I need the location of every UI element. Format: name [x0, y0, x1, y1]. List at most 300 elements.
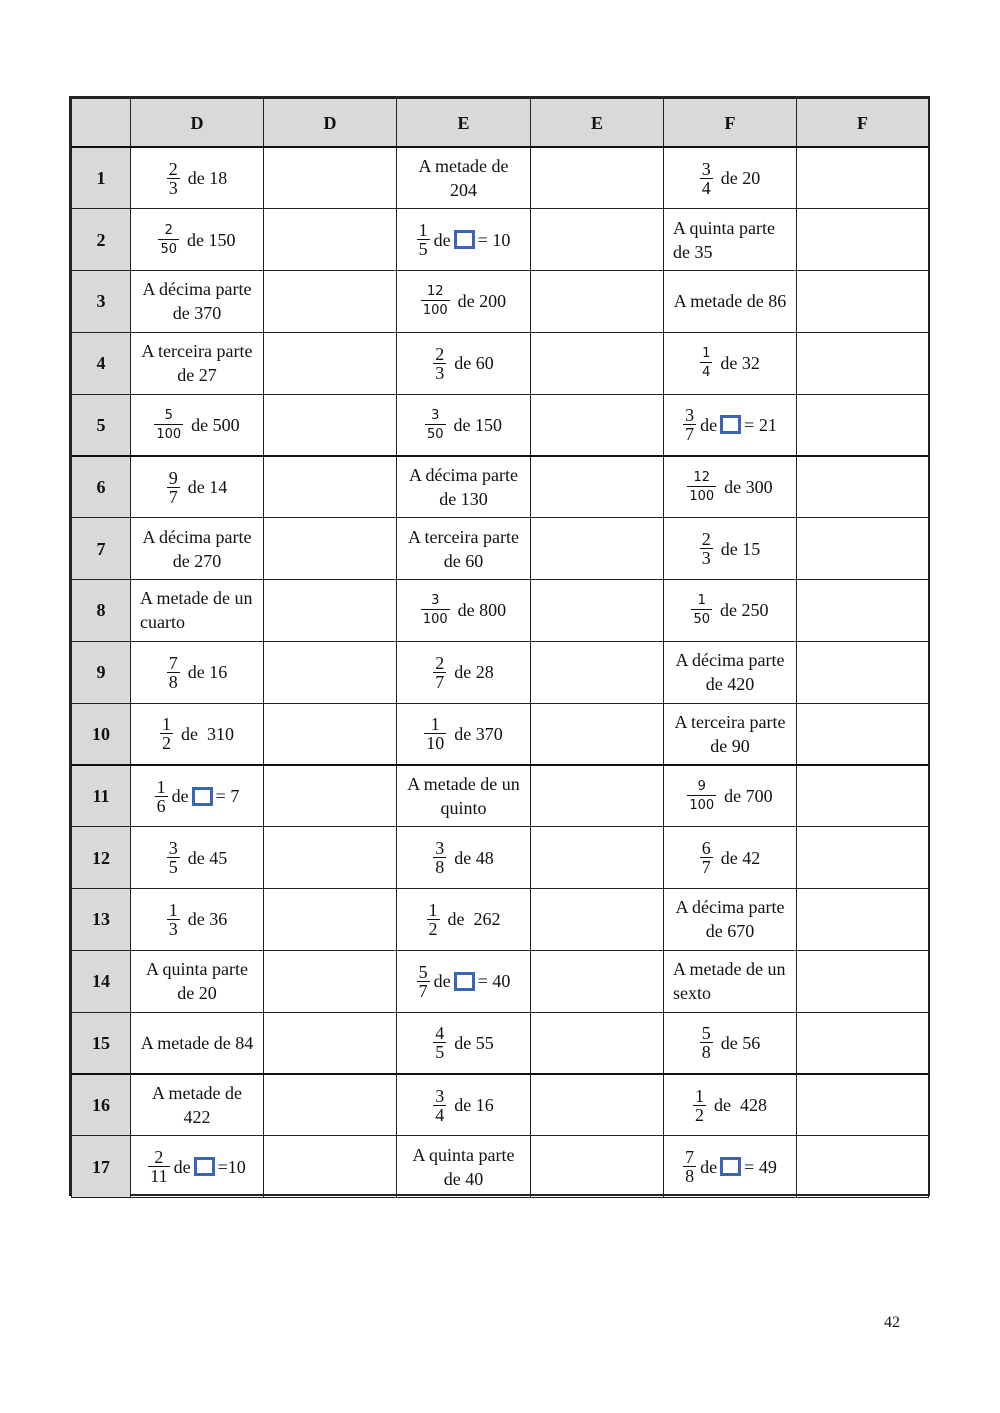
answer-cell-e[interactable]: [531, 703, 664, 765]
fraction: [424, 715, 446, 752]
problem-content: [664, 530, 796, 567]
fraction-numerator: 2: [154, 1147, 164, 1168]
fraction: [433, 345, 446, 382]
fraction-numerator: 5: [701, 1023, 711, 1044]
corner-cell: [72, 99, 131, 148]
problem-content: [664, 957, 796, 1005]
fraction: [167, 469, 180, 506]
answer-cell-f[interactable]: [797, 889, 929, 951]
fraction: [167, 839, 180, 876]
table-row: [72, 950, 929, 1012]
answer-box[interactable]: [192, 787, 213, 806]
problem-cell-e: [397, 332, 531, 394]
problem-cell-d: [131, 765, 264, 827]
fraction-numerator: 3: [431, 593, 440, 609]
problem-text: de 60: [454, 353, 494, 374]
problem-text: = 7: [215, 786, 240, 807]
answer-cell-d[interactable]: [264, 1074, 397, 1136]
fraction-numerator: 9: [168, 467, 178, 488]
table-row: [72, 147, 929, 209]
fraction: [700, 839, 713, 876]
problem-content: [664, 347, 796, 379]
problem-text: de: [433, 229, 451, 250]
row-number: 5: [72, 394, 131, 456]
problem-cell-f: [664, 1136, 797, 1198]
problem-content: [664, 710, 796, 758]
problem-text: de 500: [191, 414, 240, 435]
problem-content: [131, 469, 263, 506]
problem-text: de 310: [181, 723, 234, 744]
answer-cell-d[interactable]: [264, 394, 397, 456]
fraction-denominator: 3: [435, 362, 445, 383]
fraction: [700, 1024, 713, 1061]
answer-cell-f[interactable]: [797, 580, 929, 642]
problem-content: [664, 1148, 796, 1185]
table-row: [72, 641, 929, 703]
answer-cell-f[interactable]: [797, 703, 929, 765]
fractions-table: [71, 98, 929, 1198]
fraction-denominator: 5: [435, 1042, 445, 1063]
answer-cell-f[interactable]: [797, 641, 929, 703]
fraction-numerator: 5: [418, 961, 428, 982]
answer-box[interactable]: [720, 1157, 741, 1176]
fraction-denominator: 4: [435, 1104, 445, 1125]
problem-content: [664, 471, 796, 503]
problem-cell-e: [397, 580, 531, 642]
problem-content: [131, 778, 263, 815]
fraction: [421, 285, 450, 317]
column-header: D: [131, 99, 264, 148]
answer-cell-d[interactable]: [264, 703, 397, 765]
fraction-denominator: 4: [701, 177, 711, 198]
answer-cell-d[interactable]: [264, 1136, 397, 1198]
answer-cell-f[interactable]: [797, 1136, 929, 1198]
problem-cell-e: [397, 827, 531, 889]
problem-cell-d: [131, 827, 264, 889]
problem-text: A terceira parte de 27: [141, 341, 253, 386]
table-row: [72, 703, 929, 765]
problem-content: [664, 406, 796, 443]
fraction-numerator: 6: [701, 838, 711, 859]
fraction-numerator: 2: [435, 652, 445, 673]
problem-cell-f: [664, 889, 797, 951]
answer-cell-e[interactable]: [531, 518, 664, 580]
problem-text: de 36: [187, 909, 228, 930]
problem-text: = 21: [744, 414, 777, 435]
table-row: [72, 271, 929, 333]
answer-cell-e[interactable]: [531, 950, 664, 1012]
problem-content: [397, 1143, 530, 1191]
fraction-numerator: 1: [697, 593, 706, 609]
fraction-numerator: 7: [168, 652, 178, 673]
fraction: [160, 715, 173, 752]
fraction: [417, 963, 430, 1000]
fraction: [683, 406, 696, 443]
problem-text: A metade de 86: [673, 291, 787, 312]
fraction-numerator: 2: [164, 222, 173, 238]
problem-cell-e: [397, 1136, 531, 1198]
problem-content: [397, 221, 530, 258]
problem-text: de 55: [454, 1032, 494, 1053]
answer-cell-d[interactable]: [264, 147, 397, 209]
fraction: [167, 654, 180, 691]
fraction-numerator: 1: [156, 776, 166, 797]
problem-text: A décima parte de 420: [675, 650, 785, 695]
problem-text: de 428: [714, 1095, 767, 1116]
problem-text: de: [171, 786, 189, 807]
answer-cell-d[interactable]: [264, 209, 397, 271]
fraction-denominator: 100: [421, 300, 450, 317]
fraction-numerator: 1: [702, 346, 711, 362]
fraction-denominator: 7: [701, 857, 711, 878]
problem-cell-e: [397, 950, 531, 1012]
fraction-denominator: 3: [168, 177, 178, 198]
answer-cell-d[interactable]: [264, 456, 397, 518]
problem-text: = 49: [744, 1156, 777, 1177]
problem-cell-f: [664, 332, 797, 394]
problem-content: [131, 957, 263, 1005]
fraction: [433, 839, 446, 876]
answer-cell-f[interactable]: [797, 271, 929, 333]
problem-cell-e: [397, 271, 531, 333]
problem-text: A quinta parte de 40: [412, 1144, 515, 1189]
problem-content: [664, 1087, 796, 1124]
problem-cell-d: [131, 1136, 264, 1198]
answer-cell-f[interactable]: [797, 518, 929, 580]
problem-text: = 40: [477, 971, 511, 992]
problem-content: [131, 1148, 263, 1185]
answer-cell-e[interactable]: [531, 456, 664, 518]
answer-cell-f[interactable]: [797, 765, 929, 827]
fraction-denominator: 8: [701, 1042, 711, 1063]
fraction-denominator: 100: [687, 486, 716, 503]
fraction: [433, 654, 446, 691]
worksheet-table-frame: [69, 96, 930, 1196]
answer-cell-e[interactable]: [531, 765, 664, 827]
problem-text: = 10: [477, 229, 511, 250]
problem-text: A metade de un quinto: [407, 774, 520, 819]
fraction: [425, 409, 446, 441]
answer-cell-d[interactable]: [264, 765, 397, 827]
fraction: [693, 1087, 706, 1124]
problem-content: [664, 594, 796, 626]
row-number: 9: [72, 641, 131, 703]
answer-cell-f[interactable]: [797, 332, 929, 394]
problem-cell-d: [131, 518, 264, 580]
problem-cell-e: [397, 456, 531, 518]
fraction: [148, 1148, 169, 1185]
problem-cell-d: [131, 209, 264, 271]
problem-text: A metade de un sexto: [673, 959, 786, 1004]
problem-text: de 18: [187, 168, 228, 189]
answer-cell-e[interactable]: [531, 580, 664, 642]
answer-cell-d[interactable]: [264, 271, 397, 333]
answer-cell-e[interactable]: [531, 827, 664, 889]
problem-text: de 800: [457, 600, 507, 621]
row-number: 12: [72, 827, 131, 889]
answer-cell-f[interactable]: [797, 827, 929, 889]
fraction-denominator: 8: [685, 1166, 695, 1187]
problem-text: A metade de 422: [152, 1083, 242, 1128]
problem-content: [397, 463, 530, 511]
problem-content: [131, 160, 263, 197]
fraction: [421, 594, 450, 626]
problem-text: de 16: [454, 1095, 494, 1116]
answer-cell-d[interactable]: [264, 641, 397, 703]
fraction-numerator: 7: [685, 1147, 695, 1168]
row-number: 14: [72, 950, 131, 1012]
fraction: [683, 1148, 696, 1185]
problem-cell-f: [664, 703, 797, 765]
problem-cell-f: [664, 580, 797, 642]
problem-text: A metade de 84: [140, 1032, 254, 1053]
problem-cell-d: [131, 456, 264, 518]
header-row: [72, 99, 929, 148]
problem-text: A terceira parte de 90: [674, 711, 786, 756]
answer-cell-e[interactable]: [531, 1136, 664, 1198]
problem-cell-d: [131, 1012, 264, 1074]
problem-cell-f: [664, 518, 797, 580]
problem-text: de 370: [454, 723, 503, 744]
problem-cell-e: [397, 889, 531, 951]
row-number: 10: [72, 703, 131, 765]
fraction-denominator: 7: [685, 424, 695, 445]
answer-cell-d[interactable]: [264, 1012, 397, 1074]
problem-cell-d: [131, 394, 264, 456]
problem-text: de 300: [724, 477, 773, 498]
problem-cell-e: [397, 518, 531, 580]
problem-content: [131, 409, 263, 441]
problem-content: [397, 1087, 530, 1124]
problem-cell-d: [131, 580, 264, 642]
column-header: D: [264, 99, 397, 148]
problem-text: A décima parte de 130: [409, 465, 518, 510]
problem-content: [131, 901, 263, 938]
fraction: [700, 160, 713, 197]
problem-content: [397, 285, 530, 317]
answer-cell-f[interactable]: [797, 950, 929, 1012]
problem-content: [131, 277, 263, 325]
problem-text: de: [433, 971, 451, 992]
problem-text: A décima parte de 270: [142, 526, 252, 571]
fraction-denominator: 7: [418, 980, 428, 1001]
problem-content: [664, 780, 796, 812]
problem-content: [131, 224, 263, 256]
fraction-numerator: 2: [435, 343, 445, 364]
problem-text: de 42: [720, 847, 761, 868]
fraction-numerator: 12: [693, 470, 711, 486]
problem-content: [397, 154, 530, 202]
problem-text: de: [700, 1156, 718, 1177]
answer-cell-e[interactable]: [531, 271, 664, 333]
problem-content: [397, 772, 530, 820]
row-number: 11: [72, 765, 131, 827]
fraction-numerator: 1: [418, 220, 428, 241]
problem-text: A décima parte de 670: [675, 897, 785, 942]
problem-text: de: [173, 1156, 191, 1177]
fraction-denominator: 7: [168, 486, 178, 507]
fraction-denominator: 10: [426, 733, 445, 754]
answer-cell-e[interactable]: [531, 1074, 664, 1136]
problem-cell-e: [397, 765, 531, 827]
fraction-denominator: 5: [418, 239, 428, 260]
table-row: [72, 889, 929, 951]
answer-cell-f[interactable]: [797, 209, 929, 271]
fraction-numerator: 5: [164, 407, 173, 423]
fraction-denominator: 7: [435, 671, 445, 692]
fraction-denominator: 100: [421, 609, 450, 626]
table-row: [72, 827, 929, 889]
fraction-numerator: 3: [431, 407, 440, 423]
problem-text: de 32: [720, 353, 760, 374]
row-number: 1: [72, 147, 131, 209]
problem-content: [664, 648, 796, 696]
fraction-numerator: 1: [430, 714, 440, 735]
row-number: 4: [72, 332, 131, 394]
table-row: [72, 1074, 929, 1136]
answer-cell-e[interactable]: [531, 641, 664, 703]
answer-cell-d[interactable]: [264, 332, 397, 394]
problem-text: A quinta parte de 20: [146, 959, 248, 1004]
fraction-numerator: 1: [695, 1085, 704, 1106]
fraction-denominator: 8: [168, 671, 178, 692]
answer-cell-e[interactable]: [531, 209, 664, 271]
problem-content: [397, 594, 530, 626]
problem-text: de 56: [720, 1032, 761, 1053]
answer-cell-e[interactable]: [531, 889, 664, 951]
page-number: 42: [884, 1314, 900, 1331]
fraction-numerator: 3: [685, 405, 695, 426]
table-row: [72, 394, 929, 456]
column-header: E: [531, 99, 664, 148]
column-header: E: [397, 99, 531, 148]
answer-cell-e[interactable]: [531, 332, 664, 394]
row-number: 7: [72, 518, 131, 580]
problem-cell-f: [664, 271, 797, 333]
problem-text: de 262: [447, 909, 501, 930]
fraction: [427, 901, 440, 938]
answer-cell-d[interactable]: [264, 518, 397, 580]
answer-box[interactable]: [454, 230, 475, 249]
problem-text: de 14: [187, 477, 228, 498]
problem-content: [397, 1024, 530, 1061]
row-number: 13: [72, 889, 131, 951]
answer-box[interactable]: [194, 1157, 215, 1176]
fraction: [417, 221, 430, 258]
table-row: [72, 209, 929, 271]
problem-cell-d: [131, 950, 264, 1012]
fraction: [167, 901, 180, 938]
problem-cell-f: [664, 827, 797, 889]
fraction-denominator: 50: [158, 239, 179, 256]
fraction-denominator: 50: [691, 609, 712, 626]
problem-text: de 700: [724, 786, 773, 807]
problem-text: de 16: [187, 662, 228, 683]
answer-cell-d[interactable]: [264, 827, 397, 889]
problem-text: de 20: [720, 168, 761, 189]
fraction-numerator: 9: [697, 779, 706, 795]
row-number: 3: [72, 271, 131, 333]
fraction: [687, 471, 716, 503]
problem-text: de 15: [720, 538, 761, 559]
fraction-denominator: 6: [156, 795, 166, 816]
answer-cell-f[interactable]: [797, 394, 929, 456]
fraction-numerator: 3: [435, 1085, 445, 1106]
fraction-numerator: 1: [162, 714, 171, 735]
problem-content: [397, 715, 530, 752]
fraction: [700, 347, 712, 379]
table-row: [72, 1012, 929, 1074]
problem-cell-d: [131, 1074, 264, 1136]
problem-cell-e: [397, 1074, 531, 1136]
answer-cell-d[interactable]: [264, 580, 397, 642]
fraction-denominator: 11: [150, 1166, 168, 1187]
fraction: [700, 530, 713, 567]
answer-cell-e[interactable]: [531, 1012, 664, 1074]
problem-cell-f: [664, 394, 797, 456]
answer-box[interactable]: [454, 972, 475, 991]
fraction-numerator: 4: [435, 1023, 445, 1044]
fraction-denominator: 5: [168, 857, 178, 878]
problem-content: [397, 525, 530, 573]
answer-cell-f[interactable]: [797, 1012, 929, 1074]
problem-content: [664, 1024, 796, 1061]
fraction: [167, 160, 180, 197]
problem-text: de 45: [187, 847, 228, 868]
problem-text: de 28: [454, 662, 494, 683]
problem-content: [397, 654, 530, 691]
answer-cell-f[interactable]: [797, 456, 929, 518]
row-number: 15: [72, 1012, 131, 1074]
problem-cell-e: [397, 394, 531, 456]
fraction-denominator: 3: [168, 918, 178, 939]
row-number: 8: [72, 580, 131, 642]
problem-cell-f: [664, 1012, 797, 1074]
problem-text: de 48: [454, 847, 494, 868]
fraction-denominator: 2: [695, 1104, 704, 1125]
answer-cell-f[interactable]: [797, 1074, 929, 1136]
table-row: [72, 580, 929, 642]
problem-cell-f: [664, 641, 797, 703]
problem-content: [397, 901, 530, 938]
answer-cell-d[interactable]: [264, 950, 397, 1012]
problem-cell-f: [664, 456, 797, 518]
fraction-numerator: 12: [426, 284, 444, 300]
problem-text: de 250: [720, 600, 769, 621]
problem-text: de 150: [453, 414, 503, 435]
fraction-denominator: 50: [425, 424, 446, 441]
problem-cell-f: [664, 765, 797, 827]
problem-content: [664, 839, 796, 876]
fraction-denominator: 2: [428, 918, 438, 939]
table-row: [72, 332, 929, 394]
problem-text: A metade de 204: [418, 156, 509, 201]
problem-cell-f: [664, 1074, 797, 1136]
fraction-numerator: 2: [168, 158, 178, 179]
answer-box[interactable]: [720, 415, 741, 434]
answer-cell-d[interactable]: [264, 889, 397, 951]
problem-cell-e: [397, 703, 531, 765]
fraction-numerator: 3: [168, 838, 178, 859]
answer-cell-e[interactable]: [531, 147, 664, 209]
answer-cell-e[interactable]: [531, 394, 664, 456]
fraction-denominator: 3: [701, 548, 711, 569]
answer-cell-f[interactable]: [797, 147, 929, 209]
row-number: 17: [72, 1136, 131, 1198]
problem-cell-e: [397, 1012, 531, 1074]
fraction-numerator: 3: [435, 838, 445, 859]
fraction-numerator: 3: [701, 158, 711, 179]
